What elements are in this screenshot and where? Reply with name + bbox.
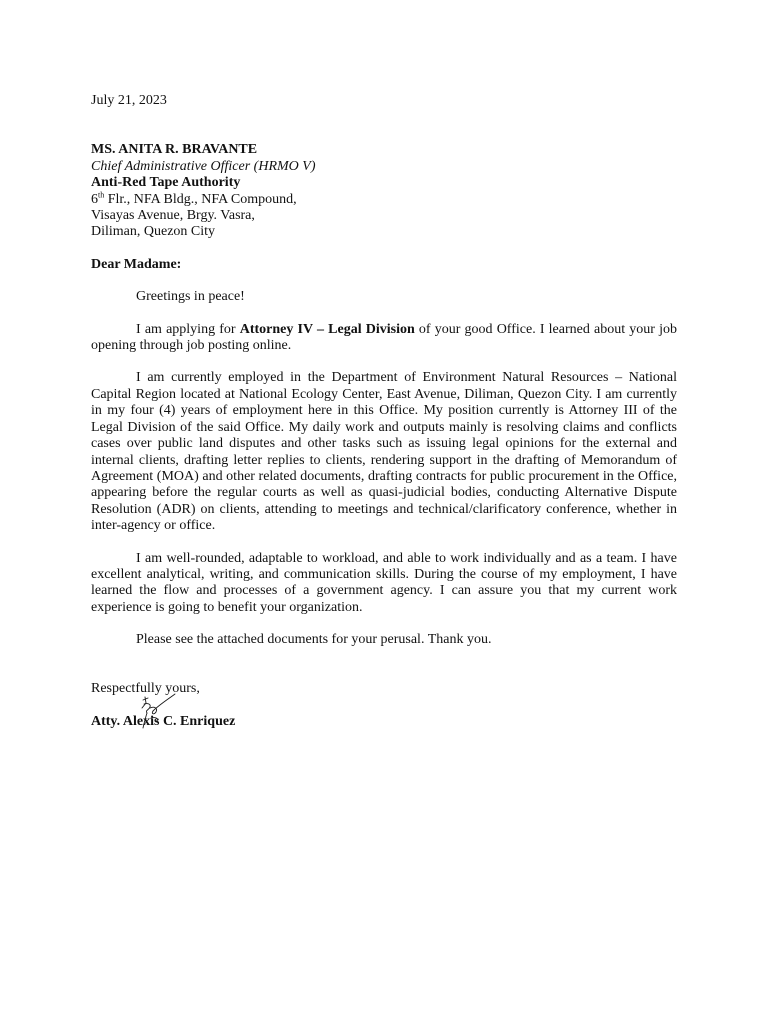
recipient-name: MS. ANITA R. BRAVANTE bbox=[91, 142, 258, 158]
letter-body bbox=[91, 93, 677, 730]
skills-paragraph: I am well-rounded, adaptable to workload, and able to work individually and as a team. I have excellent analytical, writing, and communication skills. During the course of my employment, I have learned the flow and processes of a government agency. I can assure you that my current work experience is going to benefit your organization. bbox=[91, 550, 677, 615]
recipient-address-line3: Diliman, Quezon City bbox=[91, 224, 216, 240]
recipient-address-line1 bbox=[91, 189, 677, 208]
address-line1-rest: Flr., NFA Bldg., NFA Compound, bbox=[104, 191, 297, 207]
floor-number: 6 bbox=[91, 191, 98, 207]
signature-block bbox=[91, 697, 677, 730]
recipient-position: Chief Administrative Officer (HRMO V) bbox=[91, 158, 316, 174]
recipient-agency: Anti-Red Tape Authority bbox=[91, 175, 241, 191]
closing-paragraph: Please see the attached documents for your perusal. Thank you. bbox=[136, 632, 492, 648]
letter-date: July 21, 2023 bbox=[91, 93, 167, 108]
position-applied: Attorney IV – Legal Division bbox=[239, 321, 415, 337]
closing-phrase: Respectfully yours, bbox=[91, 680, 200, 696]
signer-name: Atty. Alexis C. Enriquez bbox=[91, 713, 236, 729]
application-text-start: I am applying for bbox=[136, 321, 240, 337]
application-paragraph bbox=[91, 322, 677, 355]
salutation: Dear Madame: bbox=[91, 256, 182, 272]
greeting-paragraph: Greetings in peace! bbox=[136, 289, 245, 305]
application-text-end: of your good Office. I learned about your job opening through job posting online. bbox=[91, 321, 677, 354]
floor-suffix: th bbox=[98, 189, 105, 199]
recipient-address-line2: Visayas Avenue, Brgy. Vasra, bbox=[91, 208, 255, 224]
employment-paragraph: I am currently employed in the Department of Environment Natural Resources – National Capital Region located at National Ecology Center, East Avenue, Diliman, Quezon City. I am currently in my four (4) years of employment here in this Office. My position currently is Attorney III of the Legal Division of the said Office. My daily work and outputs mainly is resolving claims and conflicts cases over public land disputes and other tasks such as issuing legal opinions for the external and internal clients, drafting letter replies to clients, rendering support in the drafting of Memorandum of Agreement (MOA) and other related documents, drafting contracts for public procurement in the Office, appearing before the regular courts as well as quasi-judicial bodies, conducting Alternative Dispute Resolution (ADR) on clients, attending to meetings and technical/clarificatory conference, whether in inter-agency or office. bbox=[91, 370, 677, 534]
